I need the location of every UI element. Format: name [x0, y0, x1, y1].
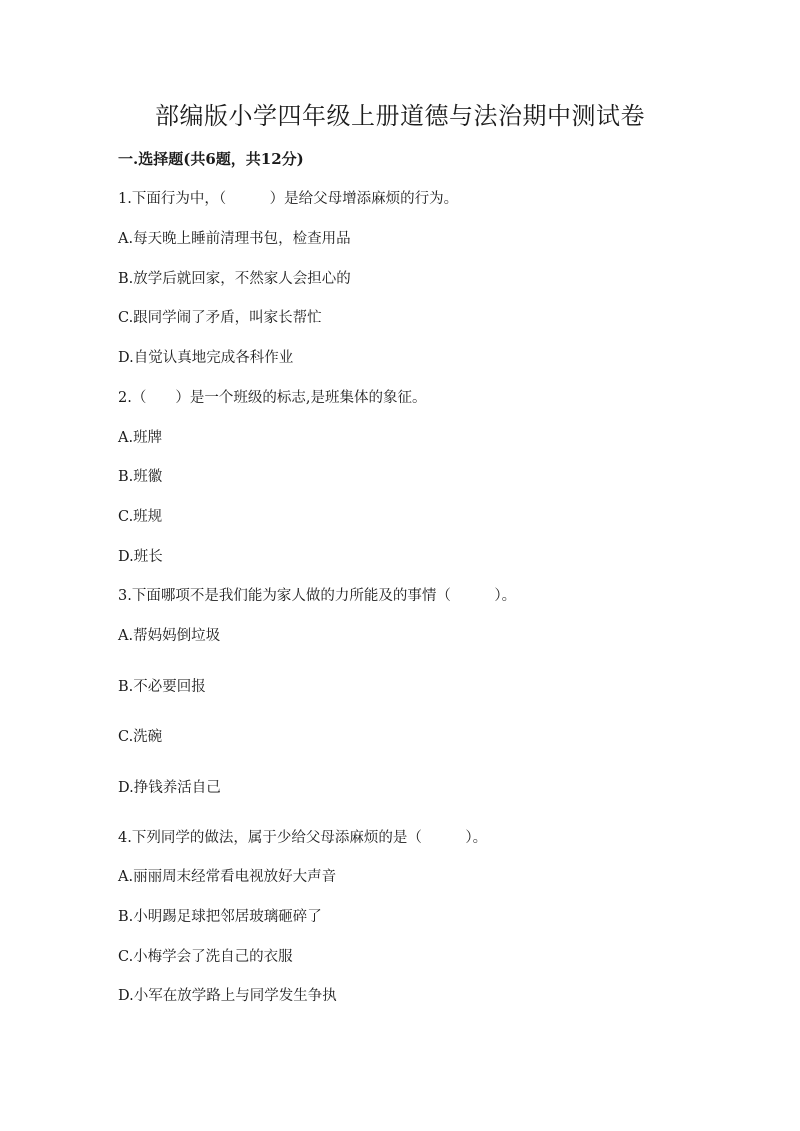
- answer-option: A.丽丽周末经常看电视放好大声音: [118, 869, 337, 885]
- answer-option: C.跟同学闹了矛盾，叫家长帮忙: [118, 310, 322, 326]
- answer-option: B.班徽: [118, 469, 163, 485]
- answer-option: C.洗碗: [118, 729, 163, 745]
- answer-option: B.放学后就回家，不然家人会担心的: [118, 271, 351, 287]
- answer-option: D.挣钱养活自己: [118, 780, 221, 796]
- answer-option: D.小军在放学路上与同学发生争执: [118, 988, 337, 1004]
- answer-option: B.不必要回报: [118, 679, 206, 695]
- answer-option: D.自觉认真地完成各科作业: [118, 350, 294, 366]
- question-stem: 4.下列同学的做法，属于少给父母添麻烦的是（ ）。: [118, 830, 488, 846]
- answer-option: B.小明踢足球把邻居玻璃砸碎了: [118, 909, 322, 925]
- answer-option: A.帮妈妈倒垃圾: [118, 628, 221, 644]
- question-stem: 2.（ ）是一个班级的标志,是班集体的象征。: [118, 390, 427, 406]
- answer-option: D.班长: [118, 549, 163, 565]
- answer-option: C.班规: [118, 509, 163, 525]
- question-stem: 3.下面哪项不是我们能为家人做的力所能及的事情（ ）。: [118, 588, 517, 604]
- exam-title: 部编版小学四年级上册道德与法治期中测试卷: [155, 102, 645, 130]
- question-stem: 1.下面行为中，（ ）是给父母增添麻烦的行为。: [118, 191, 459, 207]
- section-heading: 一.选择题(共6题，共12分): [118, 150, 304, 168]
- answer-option: A.班牌: [118, 430, 163, 446]
- answer-option: A.每天晚上睡前清理书包，检查用品: [118, 231, 351, 247]
- answer-option: C.小梅学会了洗自己的衣服: [118, 949, 293, 965]
